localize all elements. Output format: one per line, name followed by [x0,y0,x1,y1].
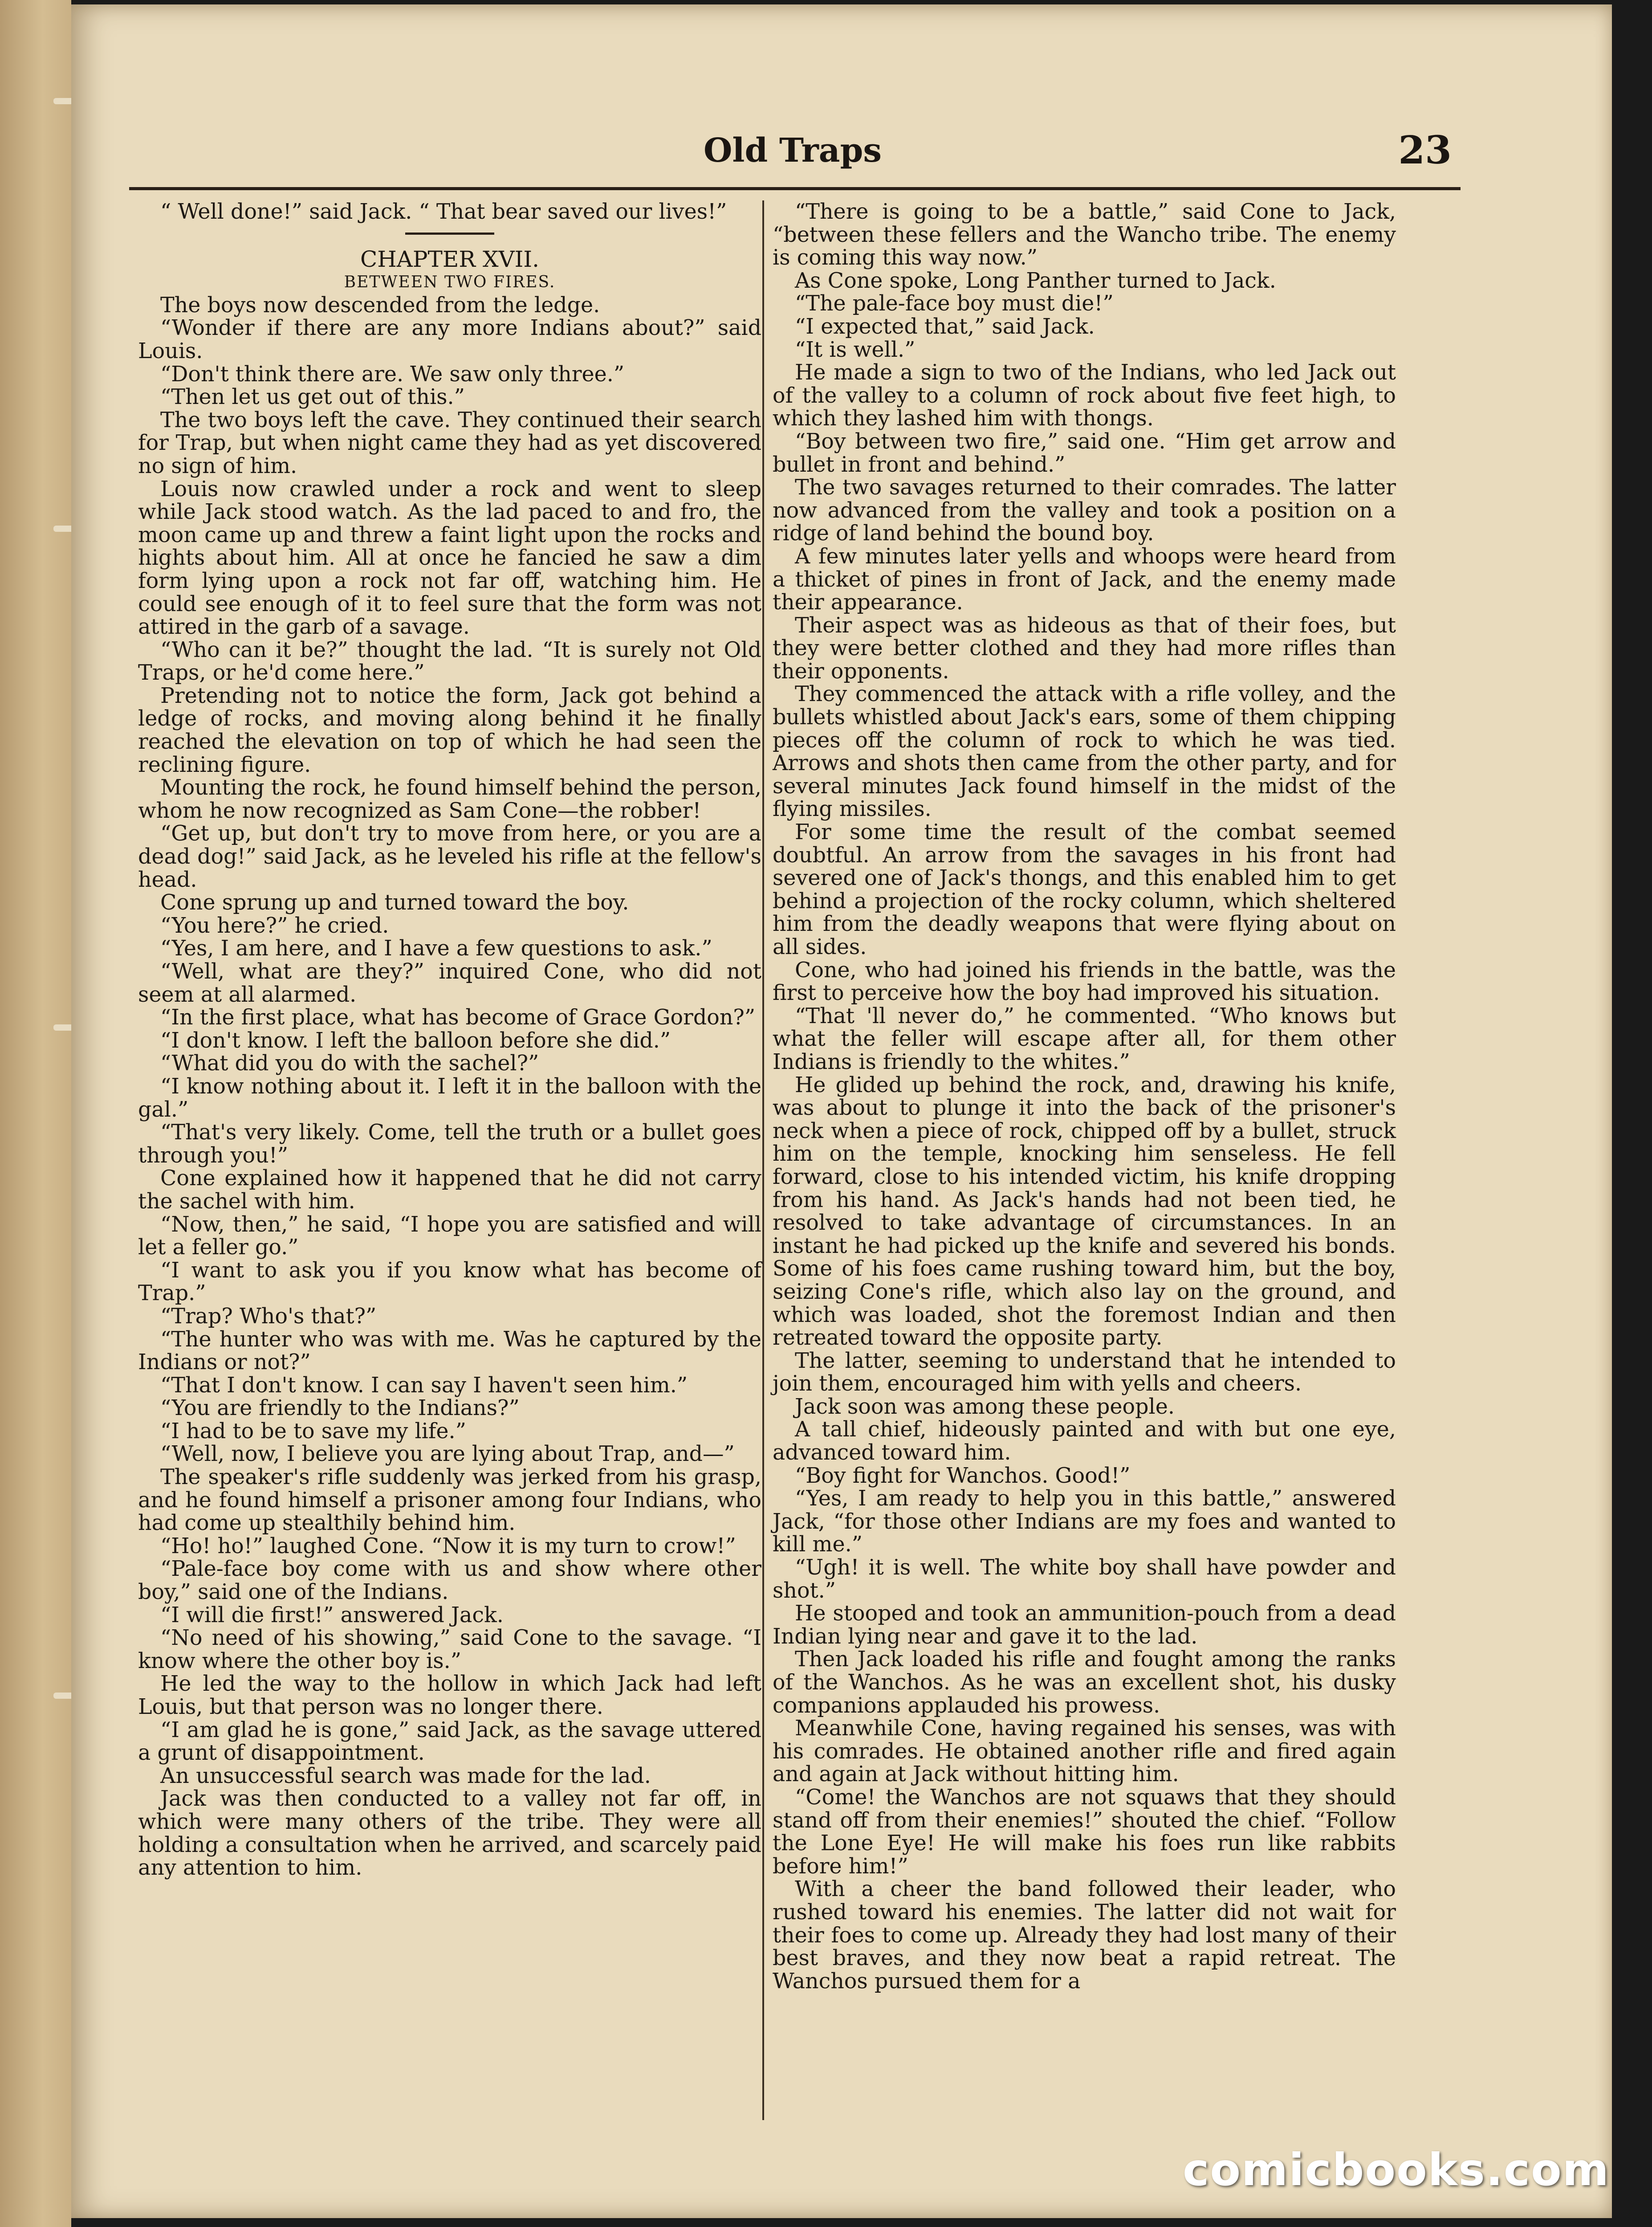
left-body [138,294,761,1880]
paragraph: “ Well done!” said Jack. “ That bear saved our lives!” [160,200,727,224]
paragraph: “I expected that,” said Jack. [795,314,1095,339]
paragraph: The speaker's rifle suddenly was jerked from his grasp, and he found himself a prisoner among four Indians, who had come up stealthily behind him. [138,1465,761,1536]
paragraph: “Then let us get out of this.” [160,385,465,410]
paragraph: Cone sprung up and turned toward the boy. [160,890,629,915]
paragraph: “Well, now, I believe you are lying about Trap, and—” [160,1442,735,1467]
paragraph: “I know nothing about it. I left it in the balloon with the gal.” [138,1074,761,1122]
paragraph: “I don't know. I left the balloon before she did.” [160,1028,671,1053]
section-rule [405,232,494,235]
paragraph: Cone, who had joined his friends in the battle, was the first to perceive how the boy had improved his situation. [773,958,1396,1006]
column-divider [762,200,764,2120]
running-header [134,128,1452,180]
paragraph: He made a sign to two of the Indians, who led Jack out of the valley to a column of rock about five feet high, to which they lashed him with thongs. [773,360,1396,431]
paragraph: “The pale-face boy must die!” [795,291,1114,316]
paragraph: “I am glad he is gone,” said Jack, as the savage uttered a grunt of disappointment. [138,1717,761,1766]
paragraph: “That 'll never do,” he commented. “Who knows but what the feller will escape after all, for them other Indians is friendly to the whites.” [773,1003,1396,1074]
paragraph: “No need of his showing,” said Cone to the savage. “I know where the other boy is.” [138,1626,761,1673]
paragraph: “Trap? Who's that?” [160,1304,377,1329]
paragraph: “Get up, but don't try to move from here, or you are a dead dog!” said Jack, as he leveled his rifle at the fellow's head. [138,821,761,892]
paragraph: “Yes, I am here, and I have a few questions to ask.” [160,936,712,961]
left-column [138,200,761,1880]
paragraph: Mounting the rock, he found himself behind the person, whom he now recognized as Sam Cone—the robber! [138,775,761,823]
paragraph: The two boys left the cave. They continued their search for Trap, but when night came they had as yet discovered no sign of him. [138,408,761,478]
paragraph: Louis now crawled under a rock and went to sleep while Jack stood watch. As the lad paced to and fro, the moon came up and threw a faint light upon the rocks and hights about him. All at once he fancied he saw a dim form lying upon a rock not far off, watching him. He could see enough of it to feel sure that the form was not attired in the garb of a savage. [138,477,761,640]
right-column [773,200,1396,1993]
paragraph: Jack was then conducted to a valley not far off, in which were many others of the tribe. They were all holding a consultation when he arrived, and scarcely paid any attention to him. [138,1786,761,1880]
paragraph: Meanwhile Cone, having regained his senses, was with his comrades. He obtained another rifle and fired again and again at Jack without hitting him. [773,1716,1396,1787]
paragraph: A few minutes later yells and whoops were heard from a thicket of pines in front of Jack, and the enemy made their appearance. [773,544,1396,615]
paragraph: A tall chief, hideously painted and with but one eye, advanced toward him. [773,1417,1396,1465]
paragraph: “Don't think there are. We saw only three.” [160,362,625,387]
paragraph: “Ho! ho!” laughed Cone. “Now it is my turn to crow!” [160,1534,736,1558]
paragraph: Cone explained how it happened that he did not carry the sachel with him. [138,1166,761,1214]
paragraph: “Well, what are they?” inquired Cone, who did not seem at all alarmed. [138,959,761,1007]
paragraph: The boys now descended from the ledge. [160,293,600,318]
paragraph: “That I don't know. I can say I haven't seen him.” [160,1373,688,1398]
paragraph: “What did you do with the sachel?” [160,1051,539,1076]
paragraph: “Come! the Wanchos are not squaws that they should stand off from their enemies!” shouted the chief. “Follow the Lone Eye! He will make his foes run like rabbits before him!” [773,1785,1396,1879]
paragraph: “Boy fight for Wanchos. Good!” [795,1463,1131,1488]
facing-page-edge [0,0,71,2227]
paragraph: “Yes, I am ready to help you in this battle,” answered Jack, “for those other Indians are my foes and wanted to kill me.” [773,1486,1396,1557]
paragraph: They commenced the attack with a rifle volley, and the bullets whistled about Jack's ears, some of them chipping pieces off the column of rock to which he was tied. Arrows and shots then came from the other party, and for several minutes Jack found himself in the midst of the flying missiles. [773,682,1396,822]
paragraph: “In the first place, what has become of Grace Gordon?” [160,1005,756,1030]
right-body [773,200,1396,1993]
paragraph: “Ugh! it is well. The white boy shall have powder and shot.” [773,1555,1396,1603]
paragraph: “There is going to be a battle,” said Cone to Jack, “between these fellers and the Wancho tribe. The enemy is coming this way now.” [773,200,1396,270]
paragraph: Jack soon was among these people. [795,1394,1175,1419]
paragraph: “The hunter who was with me. Was he captured by the Indians or not?” [138,1327,761,1375]
paragraph: “Pale-face boy come with us and show where other boy,” said one of the Indians. [138,1557,761,1605]
paragraph: “It is well.” [795,337,916,362]
paragraph: He glided up behind the rock, and, drawing his knife, was about to plunge it into the back of the prisoner's neck when a piece of rock, chipped off by a bullet, struck him on the temple, knocking him senseless. He fell forward, close to his intended victim, his knife dropping from his hand. As Jack's hands had not been tied, he resolved to take advantage of circumstances. In an instant he had picked up the knife and severed his bonds. Some of his foes came rushing toward him, but the boy, seizing Cone's rifle, which also lay on the ground, and which was loaded, shot the foremost Indian and then retreated toward the opposite party. [773,1073,1396,1350]
paragraph: “I will die first!” answered Jack. [160,1603,504,1627]
paragraph: As Cone spoke, Long Panther turned to Jack. [795,268,1276,293]
paragraph: Their aspect was as hideous as that of their foes, but they were better clothed and they had more rifles than their opponents. [773,613,1396,684]
header-rule [129,187,1461,190]
paragraph: “Now, then,” he said, “I hope you are satisfied and will let a feller go.” [138,1212,761,1260]
paragraph: He led the way to the hollow in which Jack had left Louis, but that person was no longer there. [138,1672,761,1719]
chapter-heading: CHAPTER XVII. [360,246,540,272]
watermark: comicbooks.com [1183,2144,1610,2196]
paragraph: “Boy between two fire,” said one. “Him get arrow and bullet in front and behind.” [773,429,1396,477]
paragraph: For some time the result of the combat seemed doubtful. An arrow from the savages in his front had severed one of Jack's thongs, and this enabled him to get behind a projection of the rocky column, which sheltered him from the deadly weapons that were flying about on all sides. [773,820,1396,959]
page-number: 23 [1398,128,1452,173]
paragraph: Pretending not to notice the form, Jack got behind a ledge of rocks, and moving along behind it he finally reached the elevation on top of which he had seen the reclining figure. [138,683,761,777]
paragraph: Then Jack loaded his rifle and fought among the ranks of the Wanchos. As he was an excellent shot, his dusky companions applauded his prowess. [773,1647,1396,1718]
left-lead [138,200,761,224]
paragraph: “Who can it be?” thought the lad. “It is surely not Old Traps, or he'd come here.” [138,637,761,685]
paragraph: “Wonder if there are any more Indians about?” said Louis. [138,316,761,363]
running-title: Old Traps [703,131,882,170]
paragraph: An unsuccessful search was made for the lad. [160,1763,651,1788]
paragraph: With a cheer the band followed their leader, who rushed toward his enemies. The latter did not wait for their foes to come up. Already they had lost many of their best braves, and they now beat a rapid retreat. The Wanchos pursued them for a [773,1877,1396,1994]
paragraph: “I want to ask you if you know what has become of Trap.” [138,1258,761,1306]
paragraph: “You are friendly to the Indians?” [160,1396,520,1421]
chapter-subheading: BETWEEN TWO FIRES. [344,273,556,292]
paragraph: The two savages returned to their comrades. The latter now advanced from the valley and took a position on a ridge of land behind the bound boy. [773,475,1396,546]
paragraph: The latter, seeming to understand that he intended to join them, encouraged him with yells and cheers. [773,1348,1396,1396]
paragraph: He stooped and took an ammunition-pouch from a dead Indian lying near and gave it to the lad. [773,1601,1396,1649]
paragraph: “I had to be to save my life.” [160,1419,466,1444]
paragraph: “You here?” he cried. [160,913,389,938]
paragraph: “That's very likely. Come, tell the truth or a bullet goes through you!” [138,1120,761,1168]
